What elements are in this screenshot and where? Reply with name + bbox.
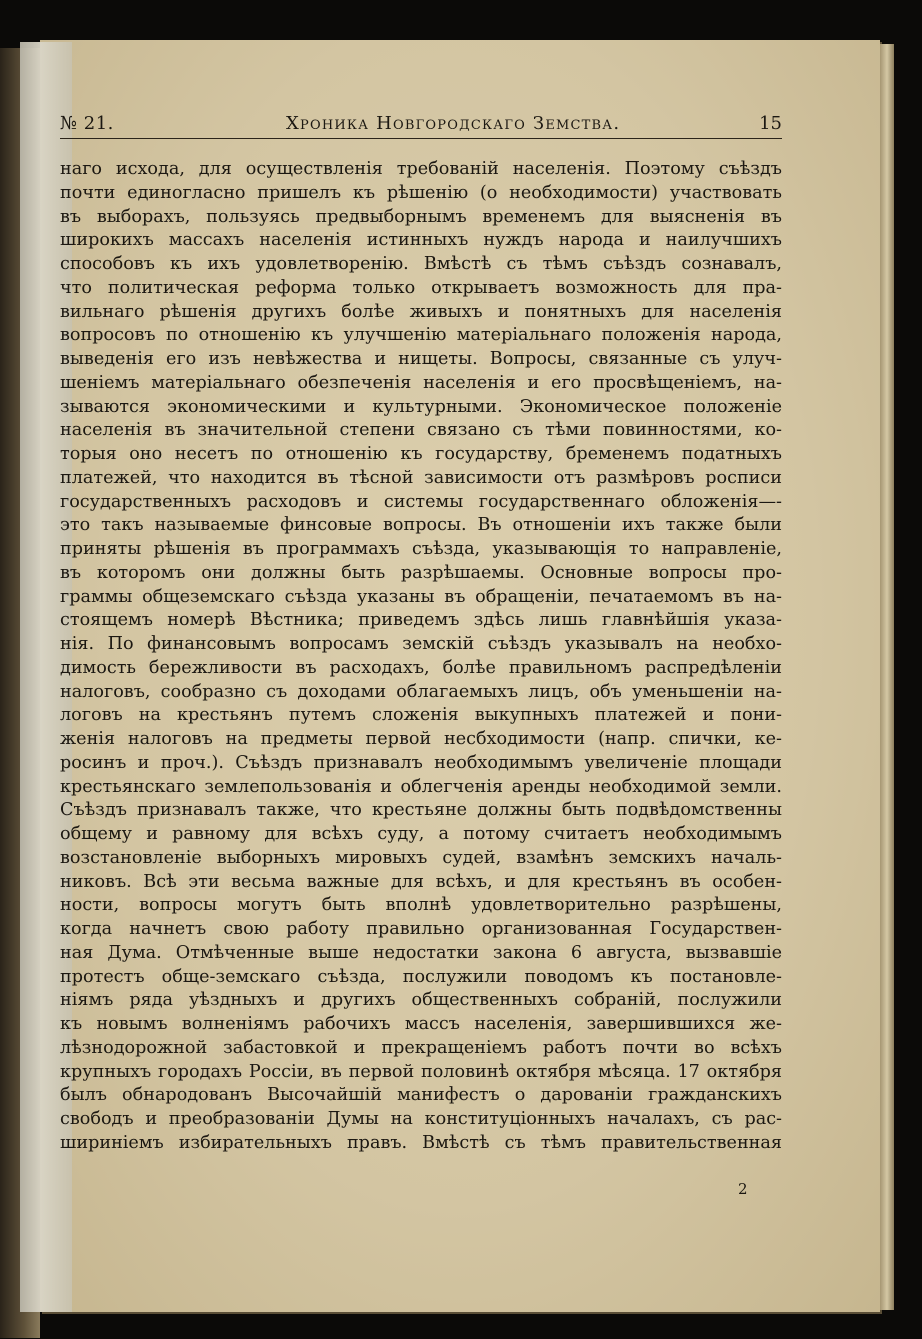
text-line: налоговъ, сообразно съ доходами облагаемыхъ лицъ, объ уменьшеніи на-: [60, 681, 782, 702]
text-line: женія налоговъ на предметы первой несбходимости (напр. спички, ке-: [60, 729, 782, 749]
signature-mark: 2: [738, 1180, 748, 1198]
text-line: росинъ и проч.). Съѣздъ признавалъ необходимымъ увеличеніе площади: [60, 752, 782, 773]
text-line: зываются экономическими и культурными. Экономическое положеніе: [60, 396, 782, 417]
text-line: что политическая реформа только открываетъ возможность для пра-: [60, 277, 782, 298]
text-line: ная Дума. Отмѣченные выше недостатки закона 6 августа, вызвавшіе: [60, 942, 782, 963]
header-rule: [60, 138, 782, 139]
text-line: способовъ къ ихъ удовлетворенію. Вмѣстѣ съ тѣмъ съѣздъ сознавалъ,: [60, 254, 782, 274]
text-line: свободъ и преобразованіи Думы на конституціонныхъ началахъ, съ рас-: [60, 1109, 782, 1129]
text-line: государственныхъ расходовъ и системы государственнаго обложенія—-: [60, 491, 782, 512]
text-line: это такъ называемые финсовые вопросы. Въ отношеніи ихъ также были: [60, 515, 782, 536]
text-line: когда начнетъ свою работу правильно организованная Государствен-: [60, 919, 782, 939]
text-line: торыя оно несетъ по отношенію къ государству, бременемъ податныхъ: [60, 444, 782, 464]
text-line: граммы общеземскаго съѣзда указаны въ обращеніи, печатаемомъ въ на-: [60, 586, 782, 607]
text-line: стоящемъ номерѣ Вѣстника; приведемъ здѣсь лишь главнѣйшія указа-: [60, 610, 782, 631]
text-line: ности, вопросы могутъ быть вполнѣ удовлетворительно разрѣшены,: [60, 895, 782, 916]
text-line: къ новымъ волненіямъ рабочихъ массъ населенія, завершившихся же-: [60, 1014, 782, 1034]
text-line: наго исхода, для осуществленія требованій населенія. Поэтому съѣздъ: [60, 159, 782, 179]
text-line: димость бережливости въ расходахъ, болѣе правильномъ распредѣленіи: [60, 657, 782, 678]
text-line: возстановленіе выборныхъ мировыхъ судей, взамѣнъ земскихъ началь-: [60, 847, 782, 868]
running-title: Хроника Новгородскаго Земства.: [286, 113, 621, 134]
text-line: логовъ на крестьянъ путемъ сложенія выкупныхъ платежей и пони-: [60, 705, 782, 726]
running-header: [60, 113, 782, 139]
text-line: никовъ. Всѣ эти весьма важные для всѣхъ, и для крестьянъ въ особен-: [60, 871, 782, 892]
text-line: почти единогласно пришелъ къ рѣшенію (о необходимости) участвовать: [60, 182, 782, 203]
text-line: выведенія его изъ невѣжества и нищеты. Вопросы, связанные съ улуч-: [60, 349, 782, 369]
text-line: въ выборахъ, пользуясь предвыборнымъ временемъ для выясненія въ: [60, 206, 782, 227]
text-line: крупныхъ городахъ Россіи, въ первой половинѣ октября мѣсяца. 17 октября: [60, 1061, 782, 1082]
text-line: былъ обнародованъ Высочайшій манифестъ о дарованіи гражданскихъ: [60, 1085, 782, 1106]
text-line: населенія въ значительной степени связано съ тѣми повинностями, ко-: [60, 420, 782, 441]
text-line: лѣзнодорожной забастовкой и прекращеніемъ работъ почти во всѣхъ: [60, 1037, 782, 1058]
text-line: широкихъ массахъ населенія истинныхъ нуждъ народа и наилучшихъ: [60, 230, 782, 251]
text-line: шириніемъ избирательныхъ правъ. Вмѣстѣ съ тѣмъ правительственная: [60, 1132, 782, 1153]
text-line: ніямъ ряда уѣздныхъ и другихъ общественныхъ собраній, послужили: [60, 990, 782, 1011]
text-line: вильнаго рѣшенія другихъ болѣе живыхъ и понятныхъ для населенія: [60, 301, 782, 322]
text-line: шеніемъ матеріальнаго обезпеченія населенія и его просвѣщеніемъ, на-: [60, 372, 782, 393]
text-line: общему и равному для всѣхъ суду, а потому считаетъ необходимымъ: [60, 824, 782, 844]
text-line: приняты рѣшенія въ программахъ съѣзда, указывающія то направленіе,: [60, 539, 782, 559]
text-line: нія. По финансовымъ вопросамъ земскій съѣздъ указывалъ на необхо-: [60, 634, 782, 654]
page-number: 15: [759, 113, 782, 134]
text-line: въ которомъ они должны быть разрѣшаемы. Основные вопросы про-: [60, 562, 782, 583]
page-edge: [880, 44, 894, 1310]
text-line: протестъ обще-земскаго съѣзда, послужили поводомъ къ постановле-: [60, 966, 782, 987]
text-line: Съѣздъ признавалъ также, что крестьяне должны быть подвѣдомственны: [60, 800, 782, 821]
text-line: вопросовъ по отношенію къ улучшенію матеріальнаго положенія народа,: [60, 325, 782, 346]
text-line: платежей, что находится въ тѣсной зависимости отъ размѣровъ росписи: [60, 467, 782, 488]
body-text: [60, 158, 782, 1156]
text-line: крестьянскаго землепользованія и облегченія аренды необходимой земли.: [60, 776, 782, 797]
issue-number: № 21.: [60, 113, 114, 134]
